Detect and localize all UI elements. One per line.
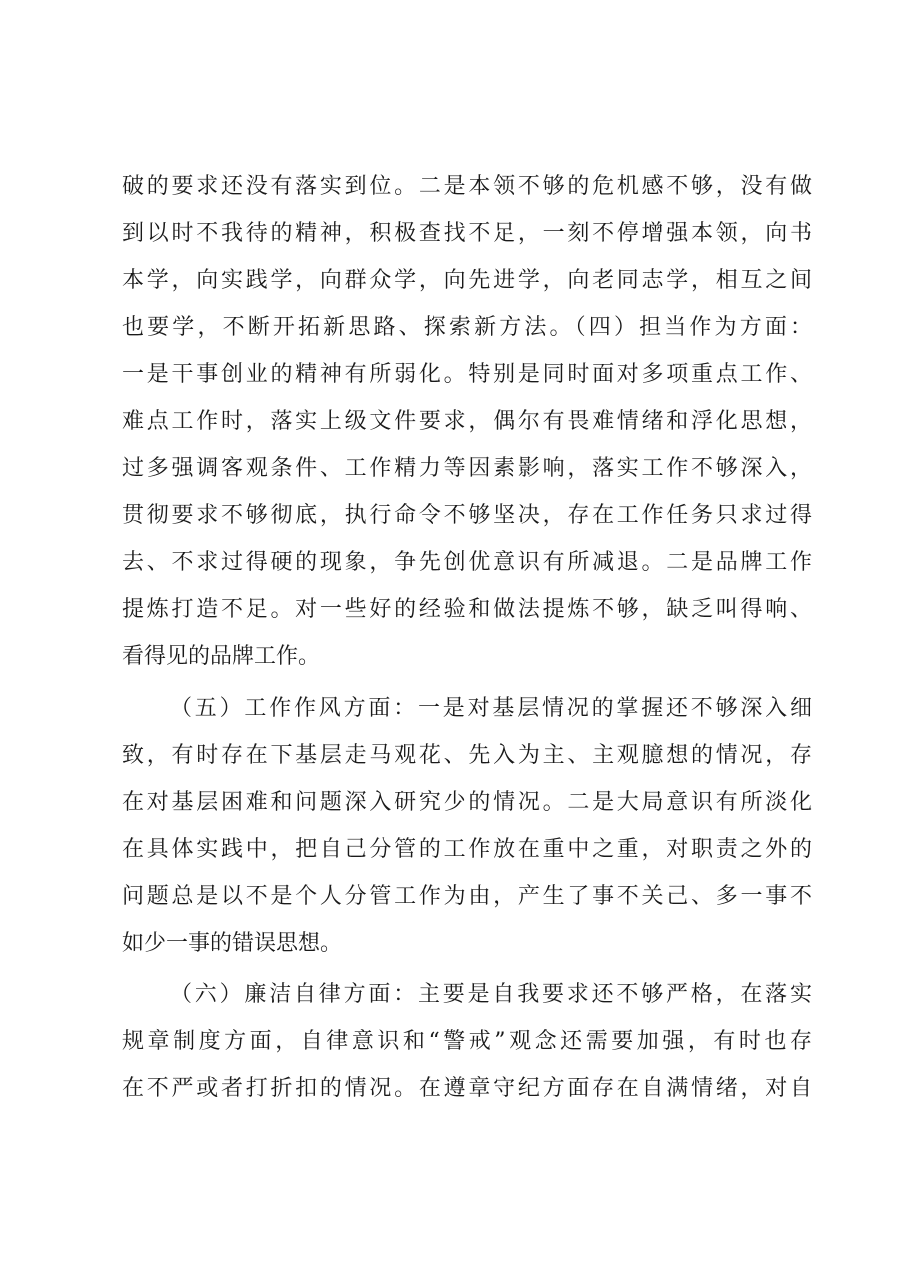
paragraph-2 [122,685,812,967]
paragraph-line: 贯彻要求不够彻底，执行命令不够坚决，存在工作任务只求过得 [122,503,812,528]
paragraph-line: 过多强调客观条件、工作精力等因素影响，落实工作不够深入， [122,456,812,481]
paragraph-line: 在具体实践中，把自己分管的工作放在重中之重，对职责之外的 [122,837,812,862]
paragraph-line: 到以时不我待的精神，积极查找不足，一刻不停增强本领，向书 [122,221,812,246]
paragraph-1 [122,163,812,680]
paragraph-line: 看得见的品牌工作。 [122,644,321,669]
paragraph-line: 一是干事创业的精神有所弱化。特别是同时面对多项重点工作、 [122,362,812,387]
paragraph-line: 在对基层困难和问题深入研究少的情况。二是大局意识有所淡化 [122,790,812,815]
paragraph-line: 问题总是以不是个人分管工作为由，产生了事不关己、多一事不 [122,884,812,909]
paragraph-line: 难点工作时，落实上级文件要求，偶尔有畏难情绪和浮化思想， [122,409,812,434]
paragraph-3 [122,971,812,1112]
paragraph-line: 也要学，不断开拓新思路、探索新方法。（四）担当作为方面： [122,315,812,340]
paragraph-line: 破的要求还没有落实到位。二是本领不够的危机感不够，没有做 [122,174,812,199]
paragraph-line: 提炼打造不足。对一些好的经验和做法提炼不够，缺乏叫得响、 [122,597,812,622]
paragraph-line: 在不严或者打折扣的情况。在遵章守纪方面存在自满情绪，对自 [122,1076,812,1101]
paragraph-line: （五）工作作风方面：一是对基层情况的掌握还不够深入细 [170,696,812,721]
paragraph-line: 如少一事的错误思想。 [122,931,343,956]
paragraph-line: 规章制度方面，自律意识和“警戒”观念还需要加强，有时也存 [122,1029,812,1054]
paragraph-line: 本学，向实践学，向群众学，向先进学，向老同志学，相互之间 [122,268,812,293]
paragraph-line: 致，有时存在下基层走马观花、先入为主、主观臆想的情况，存 [122,743,812,768]
paragraph-line: 去、不求过得硬的现象，争先创优意识有所减退。二是品牌工作 [122,550,812,575]
paragraph-line: （六）廉洁自律方面：主要是自我要求还不够严格，在落实 [170,982,812,1007]
